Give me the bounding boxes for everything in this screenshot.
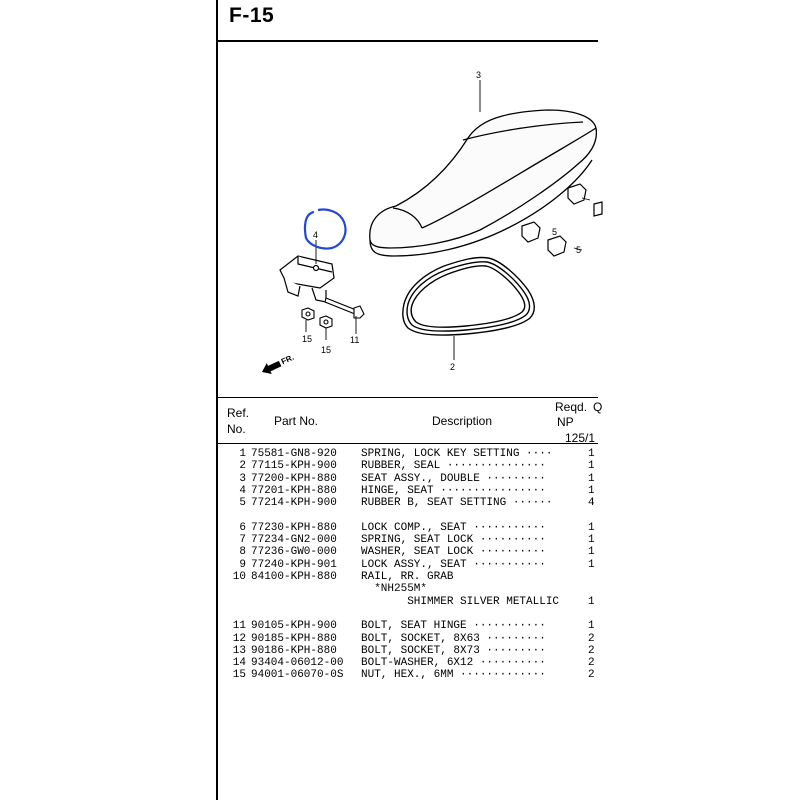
highlight-circle [305,210,346,249]
seat-hinge-drawing [280,256,334,302]
callout-15-right: 15 [321,345,332,355]
header-rule [218,443,598,444]
front-direction-label: FR. [279,352,296,367]
header-reqd: Reqd. [555,400,588,414]
seat-assembly-drawing [370,110,597,256]
header-no: No. [227,422,246,436]
header-model: 125/1 [565,431,596,445]
seat-hinge-bolt-drawing [325,298,364,318]
header-description: Description [432,414,493,428]
hex-nut-drawings [302,308,332,328]
diagram-table-divider [218,397,598,398]
exploded-parts-diagram [218,42,800,396]
parts-catalog-page: F-15 3 4 5 5 15 15 11 2 FR. Ref. No. Part No. Description Reqd. Q NP 125/1 1 75581-GN8-920 SPRING, LOCK KEY SETTING ···· 1 2 77115-KPH-900 RUBBER, SEAL ··············· 1 3 77200-KPH-880 SEAT ASSY., DOUBLE ········· 1 4 77201-KPH-880 HINGE, SEAT ················ 1 5 77214-KPH-900 RUBBER B, SEAT SETTING ······ 4 6 77230-KPH-880 LOCK COMP., SEAT ··········· 1 7 77234-GN2-000 SPRING, SEAT LOCK ·········· 1 8 77236-GW0-000 WASHER, SEAT LOCK ·········· 1 9 77240-KPH-901 LOCK ASSY., SEAT ··········· 1 10 84100-KPH-880 RAIL, RR. GRAB *NH255M* SHIMMER SILVER METALLIC 1 11 90105-KPH-900 BOLT, SEAT HINGE ··········· 1 12 90185-KPH-880 BOLT, SOCKET, 8X63 ········· 2 13 90186-KPH-880 BOLT, SOCKET, 8X73 ········· 2 14 93404-06012-00 BOLT-WASHER, 6X12 ·········· 2 15 94001-06070-0S NUT, HEX., 6MM ············· 2 [216,0,800,800]
callout-5-upper: 5 [552,227,558,237]
callout-2: 2 [450,362,456,372]
header-np: NP [557,415,574,429]
rubber-seal-drawing [403,257,534,335]
callout-11: 11 [350,335,360,345]
callout-15-left: 15 [302,334,313,344]
header-reqd-cut: Q [593,400,603,414]
callout-3: 3 [476,70,482,80]
callout-4: 4 [313,230,319,240]
callout-5-lower: 5 [576,245,582,255]
header-ref: Ref. [227,406,250,420]
page-title: F-15 [229,4,275,27]
header-part-no: Part No. [274,414,319,428]
front-direction-arrow [259,352,296,378]
